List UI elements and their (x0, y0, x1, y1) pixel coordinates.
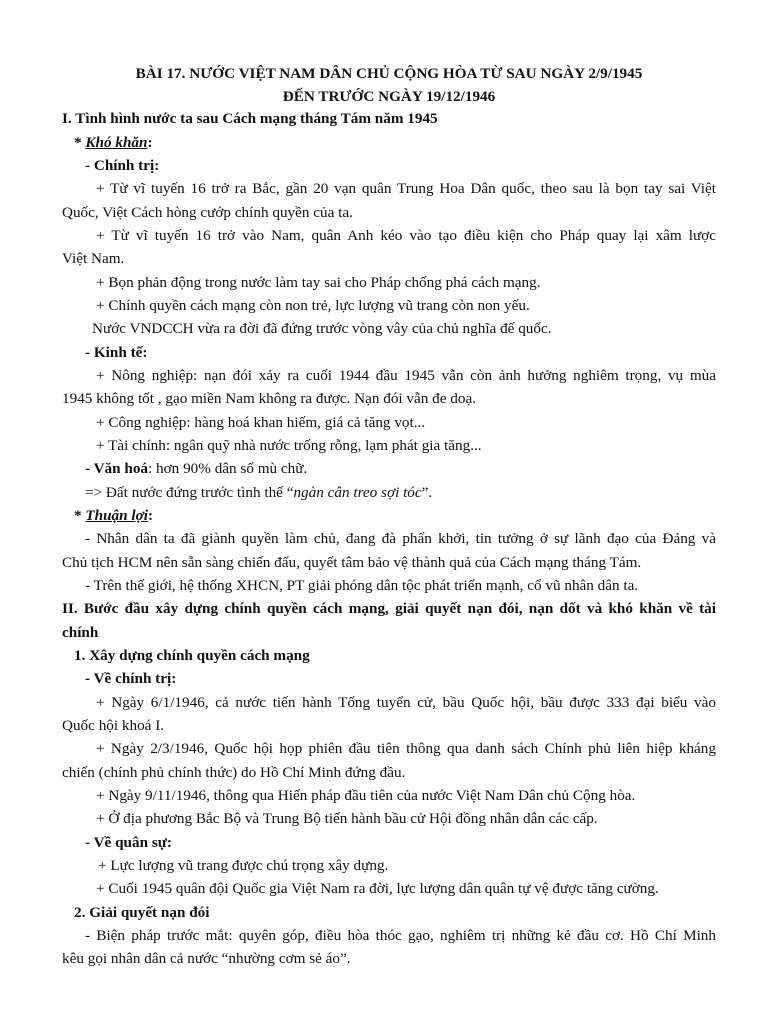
section1-heading: I. Tình hình nước ta sau Cách mạng tháng Tám năm 1945 (62, 110, 438, 127)
section2-heading-line2: chính (62, 624, 99, 641)
kho-khan-heading: * Khó khăn: (74, 134, 153, 151)
ve-quan-su-item2: + Cuối 1945 quân đội Quốc gia Việt Nam ra đời, lực lượng dân quân tự vệ được tăng cường. (96, 880, 659, 897)
sub1-heading: 1. Xây dựng chính quyền cách mạng (74, 647, 310, 664)
document-title-line1: BÀI 17. NƯỚC VIỆT NAM DÂN CHỦ CỘNG HÒA TỪ SAU NGÀY 2/9/1945 (135, 65, 643, 82)
sub2-heading: 2. Giải quyết nạn đói (74, 904, 210, 921)
thuan-loi-item1-line1: - Nhân dân ta đã giành quyền làm chủ, đang đà phấn khởi, tin tưởng ở sự lãnh đạo của Đảng và (85, 530, 716, 547)
sub2-item1-line1: - Biện pháp trước mắt: quyên góp, điều hòa thóc gạo, nghiêm trị những kẻ đầu cơ. Hồ Chí Minh (85, 927, 716, 944)
ve-chinh-tri-item2-line2: chiến (chính phủ chính thức) do Hồ Chí Minh đứng đầu. (62, 764, 406, 781)
thuan-loi-item1-line2: Chủ tịch HCM nên sẵn sàng chiến đấu, quyết tâm bảo vệ thành quả của Cách mạng tháng Tám. (62, 554, 642, 571)
chinh-tri-item1-line1: + Từ vĩ tuyến 16 trở ra Bắc, gần 20 vạn quân Trung Hoa Dân quốc, theo sau là bọn tay sai Việt (96, 180, 716, 197)
ve-chinh-tri-item1-line2: Quốc hội khoá I. (62, 717, 165, 734)
sub2-item1-line2: kêu gọi nhân dân cả nước “nhường cơm sẻ áo”. (62, 950, 351, 967)
ve-quan-su-label: - Về quân sự: (85, 834, 172, 851)
ve-quan-su-item1: + Lực lượng vũ trang được chú trọng xây dựng. (98, 857, 389, 874)
section2-heading-line1: II. Bước đầu xây dựng chính quyền cách mạng, giải quyết nạn đói, nạn dốt và khó khăn về tài (62, 600, 716, 617)
kinh-te-label: - Kinh tế: (85, 344, 148, 361)
kinh-te-item3: + Tài chính: ngân quỹ nhà nước trống rỗng, lạm phát gia tăng... (96, 437, 482, 454)
kinh-te-item1-line1: + Nông nghiệp: nạn đói xảy ra cuối 1944 đầu 1945 vẫn còn ảnh hưởng nghiêm trọng, vụ mùa (96, 367, 716, 384)
van-hoa-line: - Văn hoá: hơn 90% dân số mù chữ. (85, 460, 308, 477)
chinh-tri-item4: + Chính quyền cách mạng còn non trẻ, lực lượng vũ trang còn non yếu. (96, 297, 530, 314)
chinh-tri-item5: Nước VNDCCH vừa ra đời đã đứng trước vòng vây của chủ nghĩa đế quốc. (92, 320, 552, 337)
chinh-tri-item3: + Bọn phản động trong nước làm tay sai cho Pháp chống phá cách mạng. (96, 274, 541, 291)
ve-chinh-tri-item1-line1: + Ngày 6/1/1946, cả nước tiến hành Tổng tuyển cử, bầu Quốc hội, bầu được 333 đại biểu vào (96, 694, 716, 711)
ve-chinh-tri-item4: + Ở địa phương Bắc Bộ và Trung Bộ tiến hành bầu cử Hội đồng nhân dân các cấp. (96, 810, 598, 827)
thuan-loi-heading: * Thuận lợi: (74, 507, 154, 524)
ve-chinh-tri-item3: + Ngày 9/11/1946, thông qua Hiến pháp đầu tiên của nước Việt Nam Dân chủ Cộng hòa. (96, 787, 636, 804)
kinh-te-item1-line2: 1945 không tốt , gạo miền Nam không ra được. Nạn đói vẫn đe doạ. (62, 390, 477, 407)
ve-chinh-tri-label: - Về chính trị: (85, 670, 177, 687)
chinh-tri-label: - Chính trị: (85, 157, 160, 174)
chinh-tri-item2-line2: Việt Nam. (62, 250, 125, 267)
conclusion-line: => Đất nước đứng trước tình thế “ngàn cân treo sợi tóc”. (85, 484, 433, 501)
chinh-tri-item2-line1: + Từ vĩ tuyến 16 trở vào Nam, quân Anh kéo vào tạo điều kiện cho Pháp quay lại xâm lược (96, 227, 716, 244)
kinh-te-item2: + Công nghiệp: hàng hoá khan hiếm, giá cả tăng vọt... (96, 414, 426, 431)
document-title-line2: ĐẾN TRƯỚC NGÀY 19/12/1946 (282, 88, 496, 105)
ve-chinh-tri-item2-line1: + Ngày 2/3/1946, Quốc hội họp phiên đầu tiên thông qua danh sách Chính phủ liên hiệp kháng (96, 740, 716, 757)
chinh-tri-item1-line2: Quốc, Việt Cách hòng cướp chính quyền của ta. (62, 204, 353, 221)
thuan-loi-item2: - Trên thế giới, hệ thống XHCN, PT giải phóng dân tộc phát triển mạnh, cổ vũ nhân dân ta. (85, 577, 639, 594)
